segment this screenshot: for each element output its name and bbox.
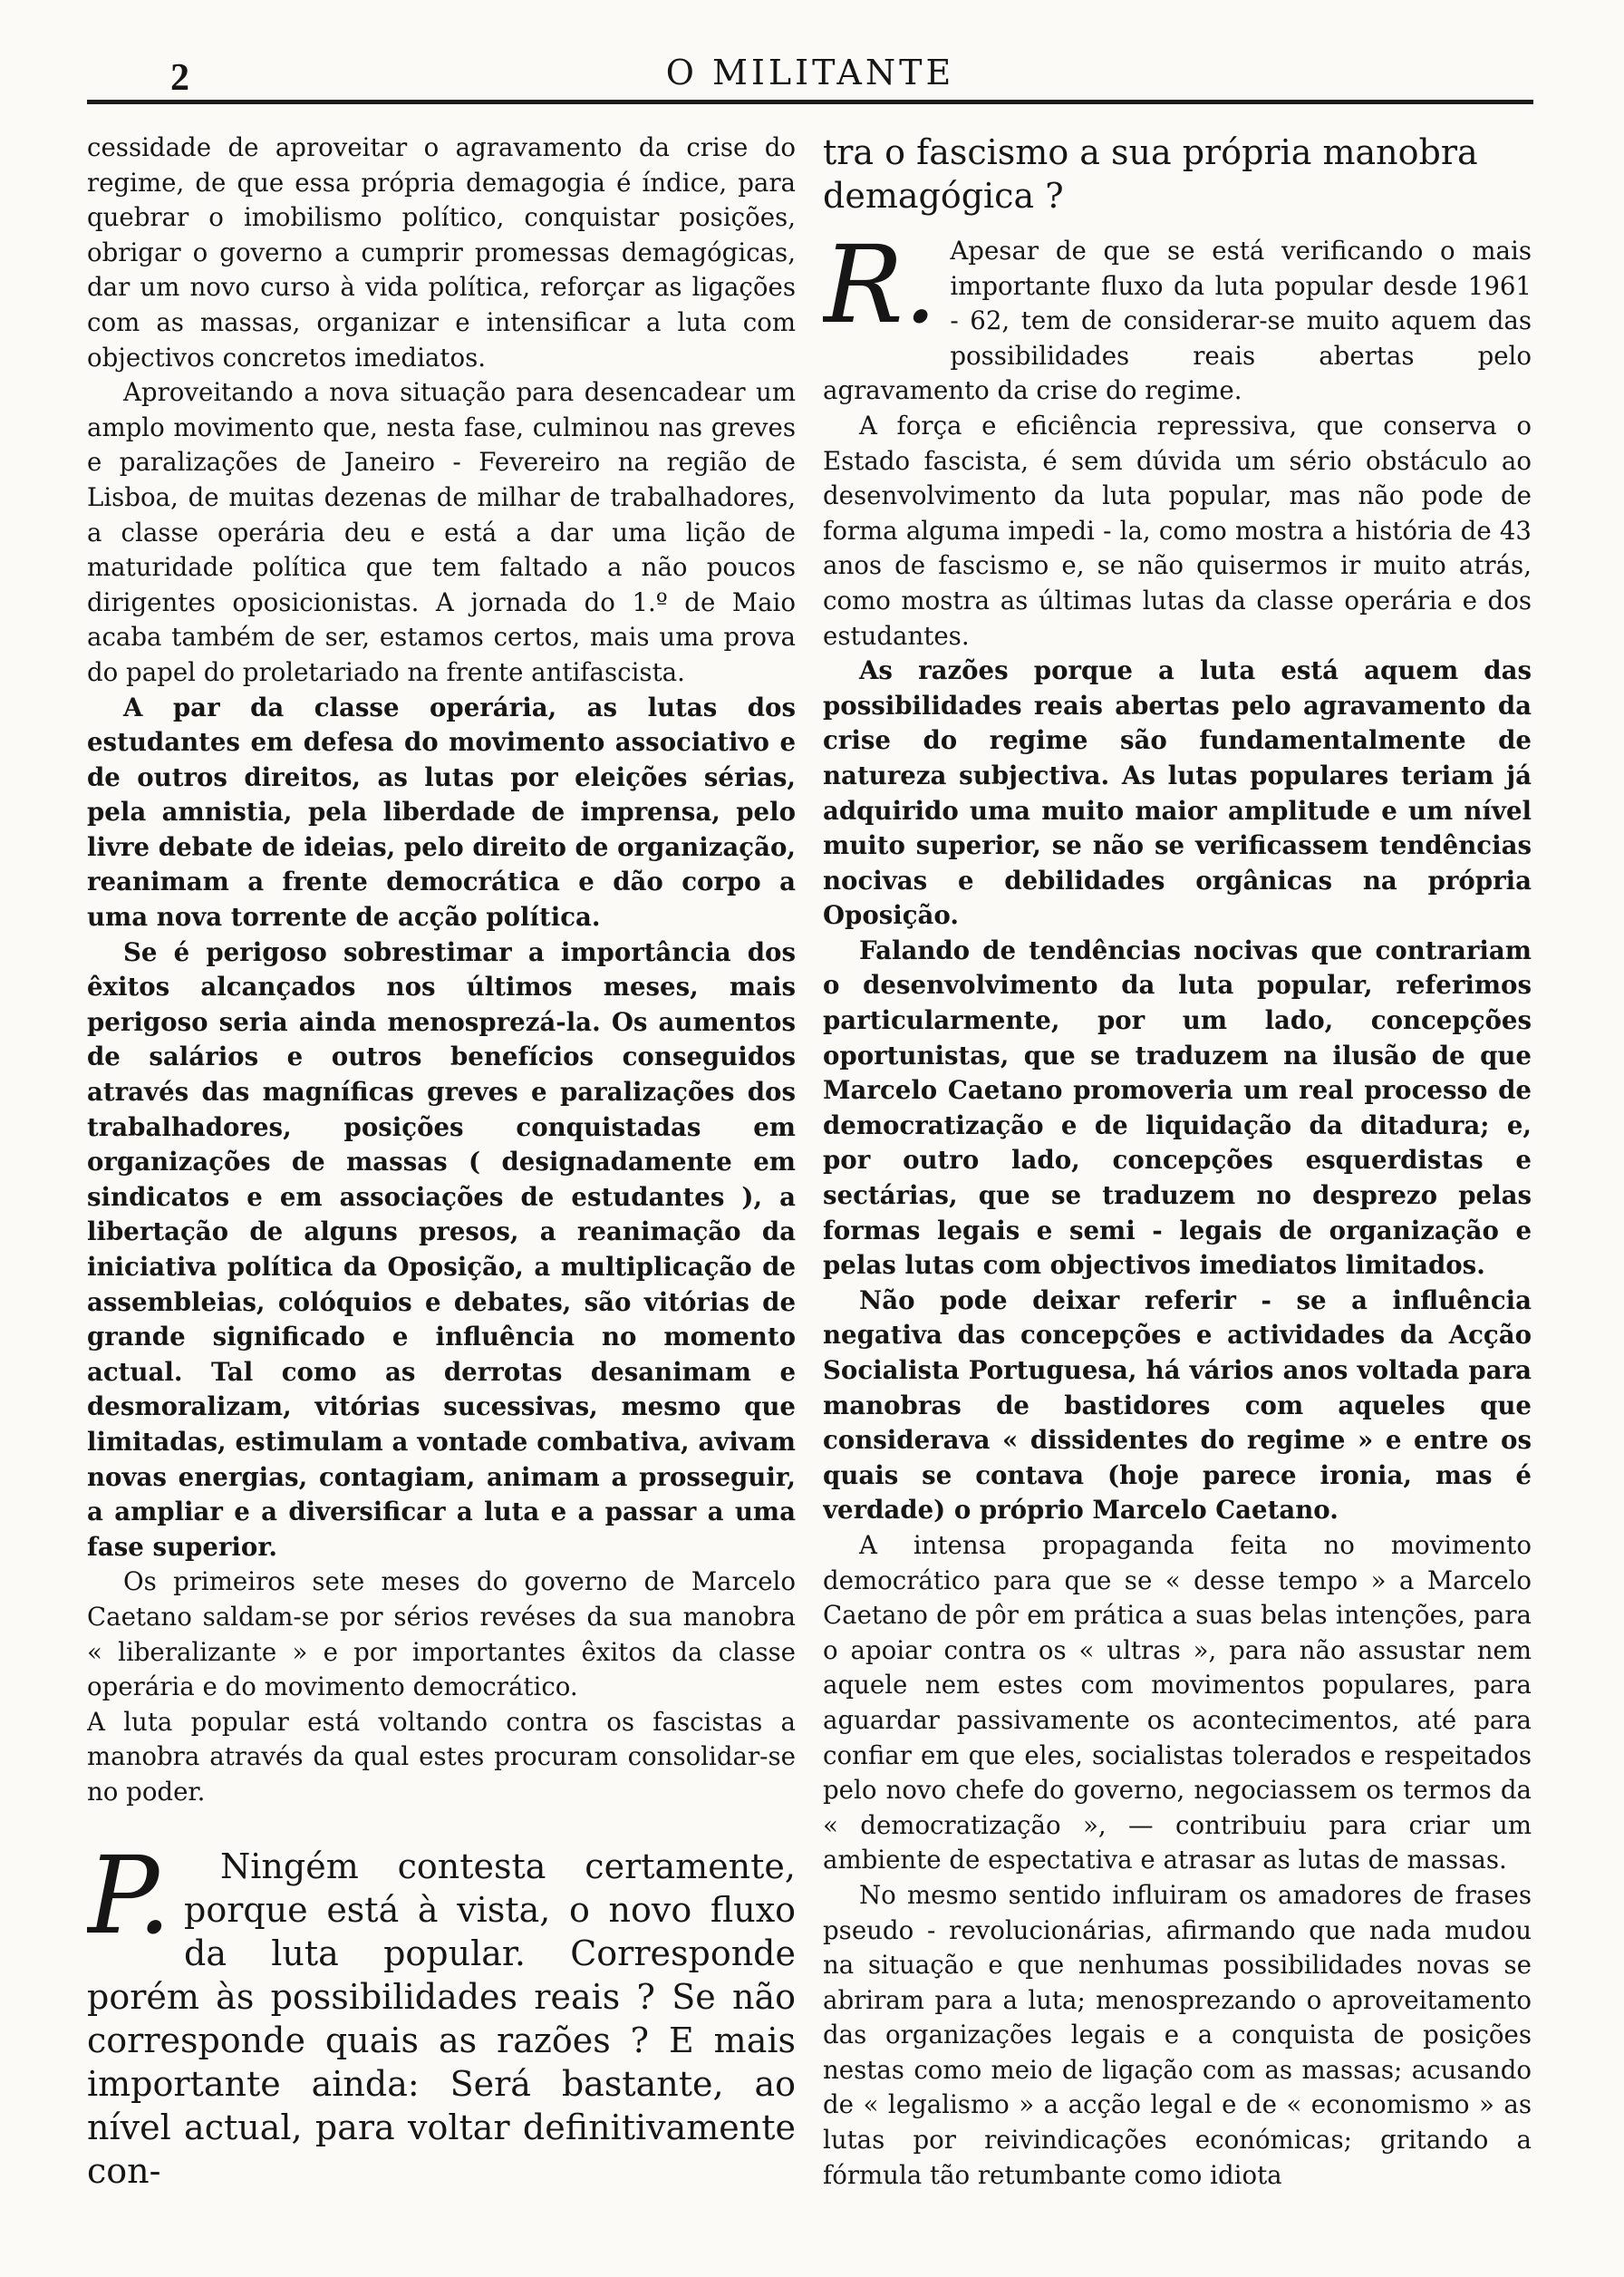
answer-paragraph-5: Não pode deixar referir - se a influência negativa das concepções e actividades da Acção Socialista Portuguesa, há vários anos voltada para manobras de bastidores com aqueles que considerava « dissidentes do regime » e entre os quais se contava (hoje parece ironia, mas é verdade) o próprio Marcelo Caetano. bbox=[823, 1284, 1532, 1526]
page-number: 2 bbox=[170, 57, 189, 99]
answer-block bbox=[823, 222, 1532, 409]
left-paragraph-6: A luta popular está voltando contra os fascistas a manobra através da qual estes procuram consolidar-se no poder. bbox=[87, 1706, 796, 1807]
answer-paragraph-3: As razões porque a luta está aquem das possibilidades reais abertas pelo agravamento da crise do regime são fundamentalmente de natureza subjectiva. As lutas populares teriam já adquirido uma muito maior amplitude e um nível muito superior, se não se verificassem tendências nocivas e debilidades orgânicas na própria Oposição. bbox=[823, 655, 1532, 931]
left-paragraph-5: Os primeiros sete meses do governo de Marcelo Caetano saldam-se por sérios revéses da sua manobra « liberalizante » e por importantes êxitos da classe operária e do movimento democrático. bbox=[87, 1566, 796, 1702]
page-header bbox=[87, 45, 1533, 103]
question-continuation: tra o fascismo a sua própria manobra demagógica ? bbox=[823, 132, 1478, 216]
answer-paragraph-1: Apesar de que se está verificando o mais importante fluxo da luta popular desde 1961 - 62, tem de considerar-se muito aquem das possibilidades reais abertas pelo agravamento da crise do regime. bbox=[823, 236, 1532, 406]
answer-paragraph-2: A força e eficiência repressiva, que conserva o Estado fascista, é sem dúvida um sério obstáculo ao desenvolvimento da luta popular, mas não pode de forma alguma impedi - la, como mostra a história de 43 anos de fascismo e, se não quisermos ir muito atrás, como mostra as últimas lutas da classe operária e dos estudantes. bbox=[823, 410, 1532, 651]
left-paragraph-2: Aproveitando a nova situação para desencadear um amplo movimento que, nesta fase, culminou nas greves e paralizações de Janeiro - Fevereiro na região de Lisboa, de muitas dezenas de milhar de trabalhadores, a classe operária deu e está a dar uma lição de maturidade política que tem faltado a não poucos dirigentes oposicionistas. A jornada do 1.º de Maio acaba também de ser, estamos certos, mais uma prova do papel do proletariado na frente antifascista. bbox=[87, 377, 796, 687]
answer-paragraph-7: No mesmo sentido influiram os amadores de frases pseudo - revolucionárias, afirmando que nada mudou na situação e que nenhumas possibilidades novas se abriram para a luta; menosprezando o aproveitamento das organizações legais e a conquista de posições nestas como meio de ligação com as massas; acusando de « legalismo » a acção legal e de « economismo » as lutas por reivindicações económicas; gritando a fórmula tão retumbante como idiota bbox=[823, 1879, 1532, 2190]
answer-dropcap: R. bbox=[823, 222, 938, 347]
left-paragraph-1: cessidade de aproveitar o agravamento da crise do regime, de que essa própria demagogia é índice, para quebrar o imobilismo político, conquistar posições, obrigar o governo a cumprir promessas demagógicas, dar um novo curso à vida política, reforçar as ligações com as massas, organizar e intensificar a luta com objectivos concretos imediatos. bbox=[87, 132, 796, 373]
question-dropcap: P. bbox=[87, 1832, 171, 1958]
left-paragraph-4: Se é perigoso sobrestimar a importância dos êxitos alcançados nos últimos meses, mais perigoso seria ainda menosprezá-la. Os aumentos de salários e outros benefícios conseguidos através das magníficas greves e paralizações dos trabalhadores, posições conquistadas em organizações de massas ( designadamente em sindicatos e em associações de estudantes ), a libertação de alguns presos, a reanimação da iniciativa política da Oposição, a multiplicação de assembleias, colóquios e debates, são vitórias de grande significado e influência no momento actual. Tal como as derrotas desanimam e desmoralizam, vitórias sucessivas, mesmo que limitadas, estimulam a vontade combativa, avivam novas energias, contagiam, animam a prosseguir, a ampliar e a diversificar a luta e a passar a uma fase superior. bbox=[87, 936, 796, 1562]
newspaper-title: O MILITANTE bbox=[665, 53, 955, 92]
header-rule bbox=[87, 100, 1533, 104]
question-block bbox=[87, 1832, 796, 2193]
question-text: Ningém contesta certamente, porque está à vista, o novo fluxo da luta popular. Corresponde porém às possibilidades reais ? Se não corresponde quais as razões ? E mais importante ainda: Será bastante, ao nível actual, para voltar definitivamente con- bbox=[87, 1846, 796, 2191]
left-paragraph-3: A par da classe operária, as lutas dos estudantes em defesa do movimento associativo e de outros direitos, as lutas por eleições sérias, pela amnistia, pela liberdade de imprensa, pelo livre debate de ideias, pelo direito de organização, reanimam a frente democrática e dão corpo a uma nova torrente de acção política. bbox=[87, 692, 796, 933]
left-column bbox=[87, 131, 796, 2243]
right-column bbox=[823, 131, 1532, 2243]
answer-paragraph-6: A intensa propaganda feita no movimento democrático para que se « desse tempo » a Marcelo Caetano de pôr em prática a suas belas intenções, para o apoiar contra os « ultras », para não assustar nem aquele nem estes com movimentos populares, para aguardar passivamente os acontecimentos, até para confiar em que eles, socialistas tolerados e respeitados pelo novo chefe do governo, negociassem os termos da « democratização », — contribuiu para criar um ambiente de espectativa e atrasar as lutas de massas. bbox=[823, 1529, 1532, 1875]
answer-paragraph-4: Falando de tendências nocivas que contrariam o desenvolvimento da luta popular, referimos particularmente, por um lado, concepções oportunistas, que se traduzem na ilusão de que Marcelo Caetano promoveria um real processo de democratização e de liquidação da ditadura; e, por outro lado, concepções esquerdistas e sectárias, que se traduzem no desprezo pelas formas legais e semi - legais de organização e pelas lutas com objectivos imediatos limitados. bbox=[823, 935, 1532, 1281]
